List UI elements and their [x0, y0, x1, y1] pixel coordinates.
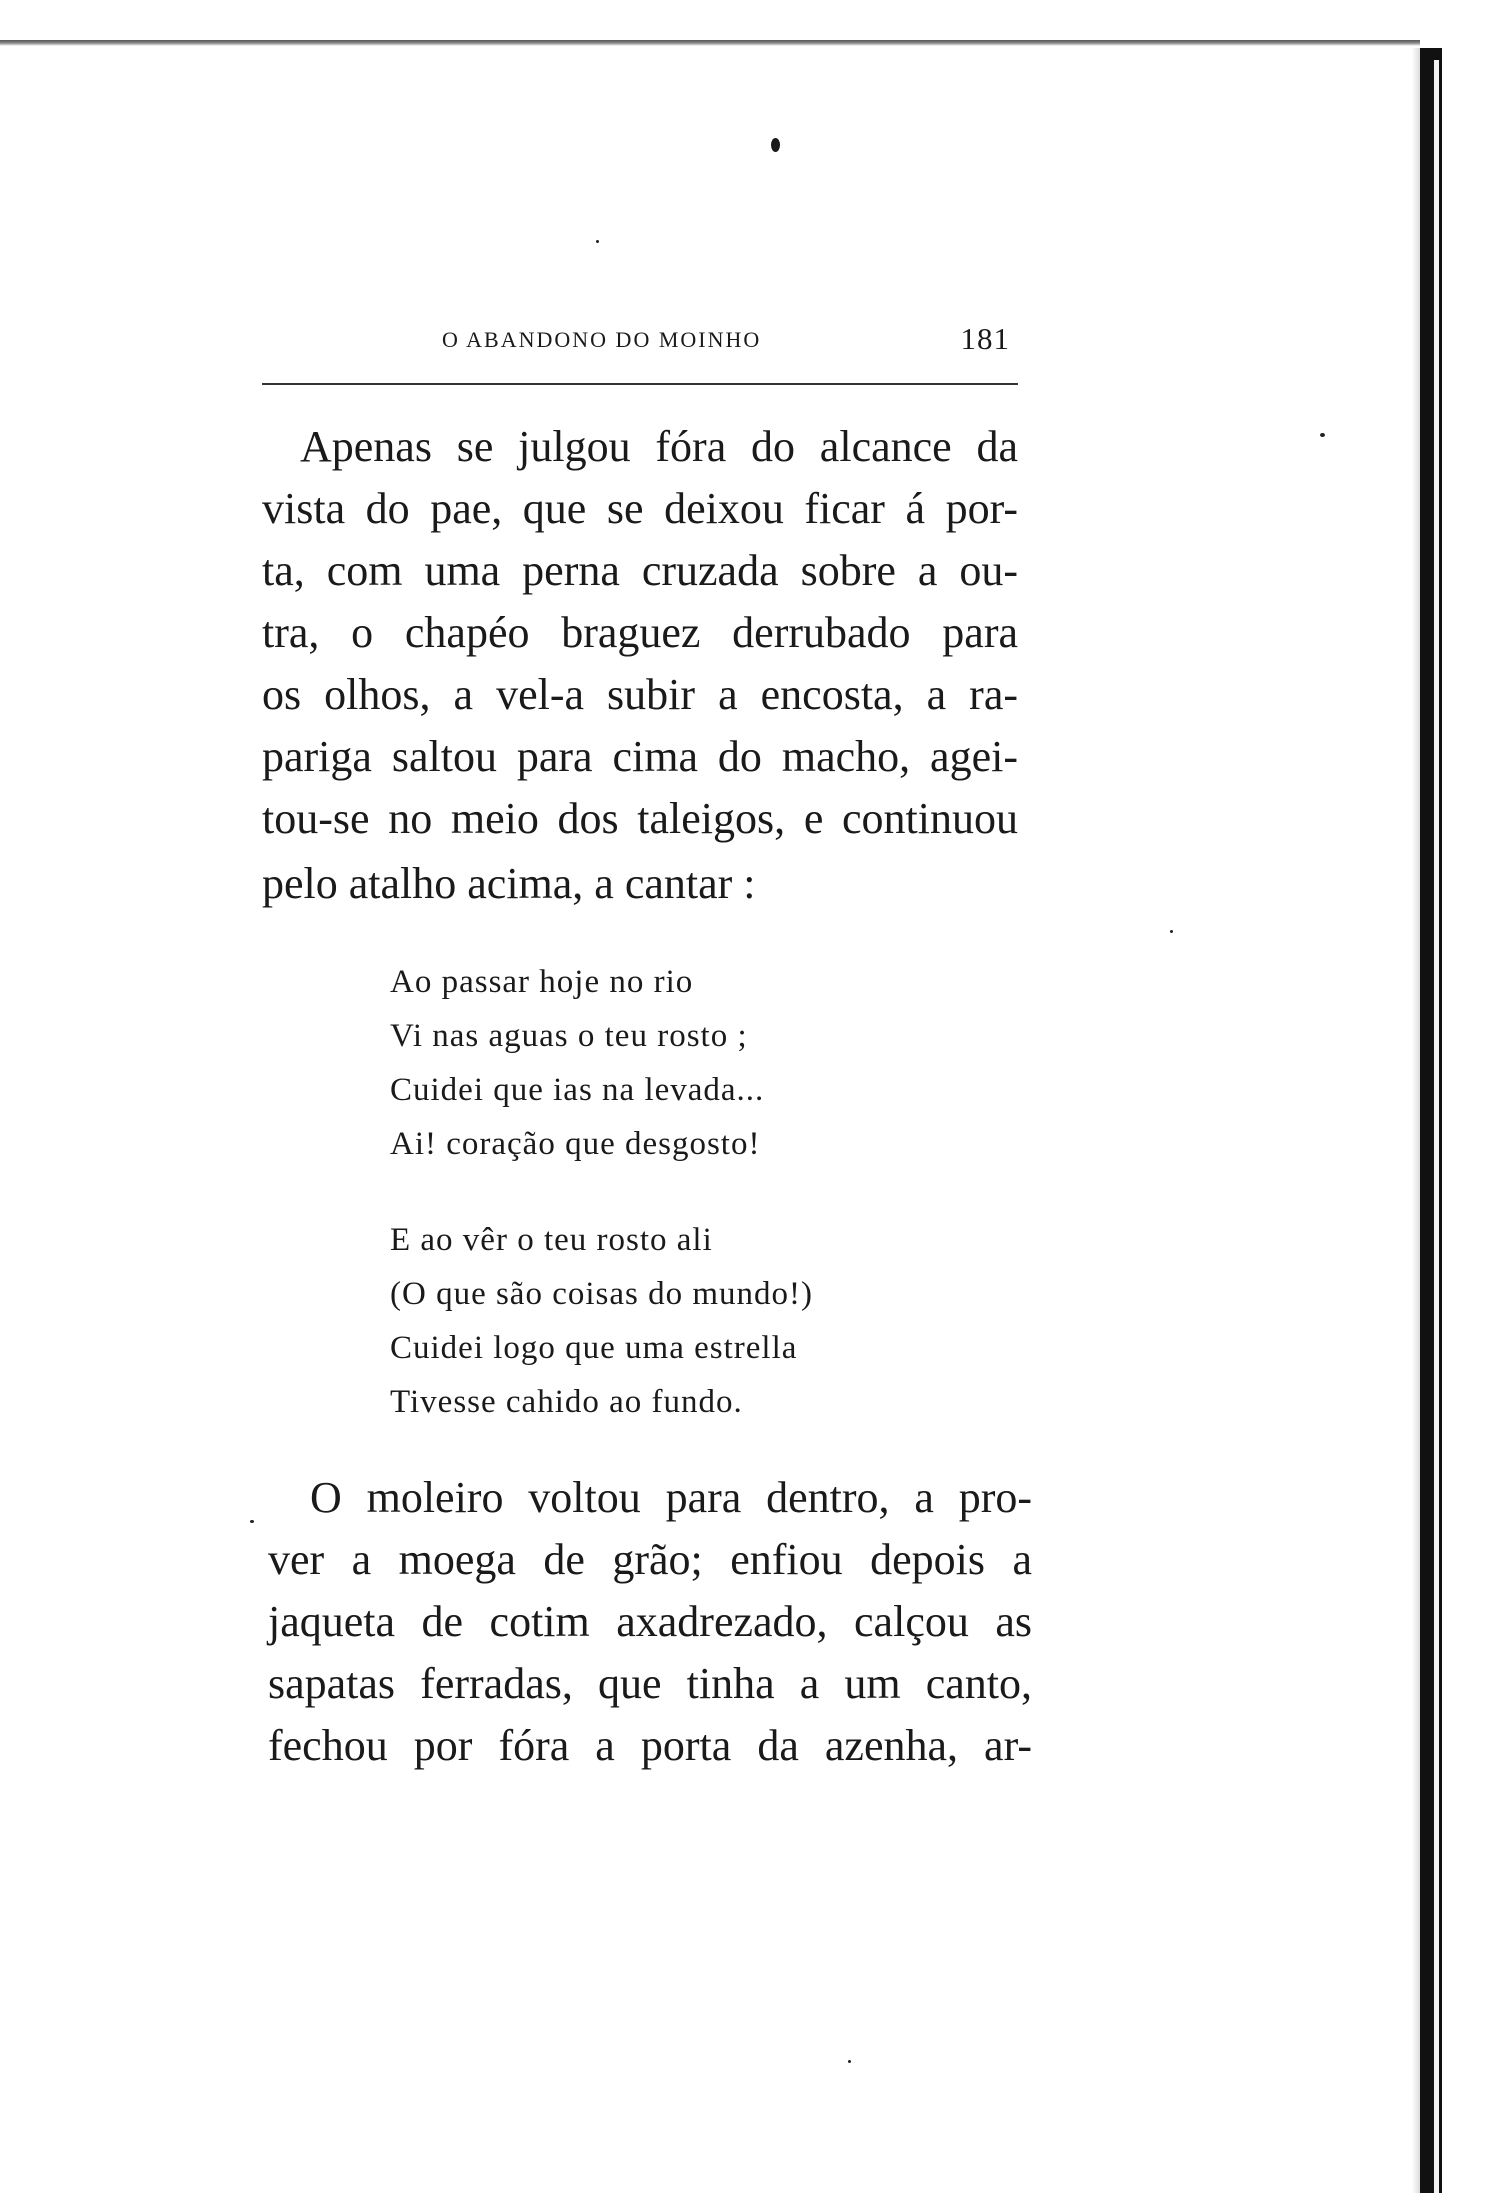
- page-number: 181: [960, 321, 1010, 356]
- verse-line: (O que são coisas do mundo!): [390, 1276, 814, 1312]
- paragraph-line: vista do pae, que se deixou ficar á por-: [262, 484, 1018, 533]
- verse-line: Ao passar hoje no rio: [390, 964, 694, 1000]
- paragraph-line: tra, o chapéo braguez derrubado para: [262, 608, 1018, 657]
- paragraph-line: ver a moega de grão; enfiou depois a: [268, 1535, 1032, 1584]
- scan-fleck: [1320, 433, 1325, 437]
- paragraph-line: ta, com uma perna cruzada sobre a ou-: [262, 546, 1018, 595]
- running-head: [262, 321, 1022, 365]
- paragraph-line: os olhos, a vel-a subir a encosta, a ra-: [262, 670, 1018, 719]
- running-title: O ABANDONO DO MOINHO: [442, 327, 762, 352]
- scan-right-edge-highlight: [1434, 60, 1439, 2193]
- paragraph-line: sapatas ferradas, que tinha a um canto,: [268, 1659, 1032, 1708]
- scan-fleck: [596, 240, 599, 243]
- paragraph-line: tou-se no meio dos taleigos, e continuou: [262, 794, 1018, 843]
- ornament-dot: [771, 138, 780, 152]
- scan-gutter-shadow: [1412, 48, 1420, 2193]
- paragraph-line: pariga saltou para cima do macho, agei-: [262, 732, 1018, 781]
- paragraph-line: jaqueta de cotim axadrezado, calçou as: [268, 1597, 1032, 1646]
- paragraph-line: O moleiro voltou para dentro, a pro-: [310, 1473, 1032, 1522]
- verse-line: Cuidei que ias na levada...: [390, 1072, 765, 1108]
- header-rule: [262, 383, 1018, 385]
- verse-line: E ao vêr o teu rosto ali: [390, 1222, 713, 1258]
- verse-line: Cuidei logo que uma estrella: [390, 1330, 798, 1366]
- scan-fleck: [848, 2060, 851, 2063]
- verse-line: Ai! coração que desgosto!: [390, 1126, 761, 1162]
- verse-line: Tivesse cahido ao fundo.: [390, 1384, 743, 1420]
- scan-fleck: [1170, 930, 1173, 933]
- paragraph-line: pelo atalho acima, a cantar :: [262, 859, 756, 908]
- paragraph-line: fechou por fóra a porta da azenha, ar-: [268, 1721, 1032, 1770]
- paragraph-line: Apenas se julgou fóra do alcance da: [300, 422, 1018, 471]
- scan-top-edge: [0, 40, 1420, 46]
- verse-line: Vi nas aguas o teu rosto ;: [390, 1018, 748, 1054]
- scan-fleck: [250, 1520, 254, 1523]
